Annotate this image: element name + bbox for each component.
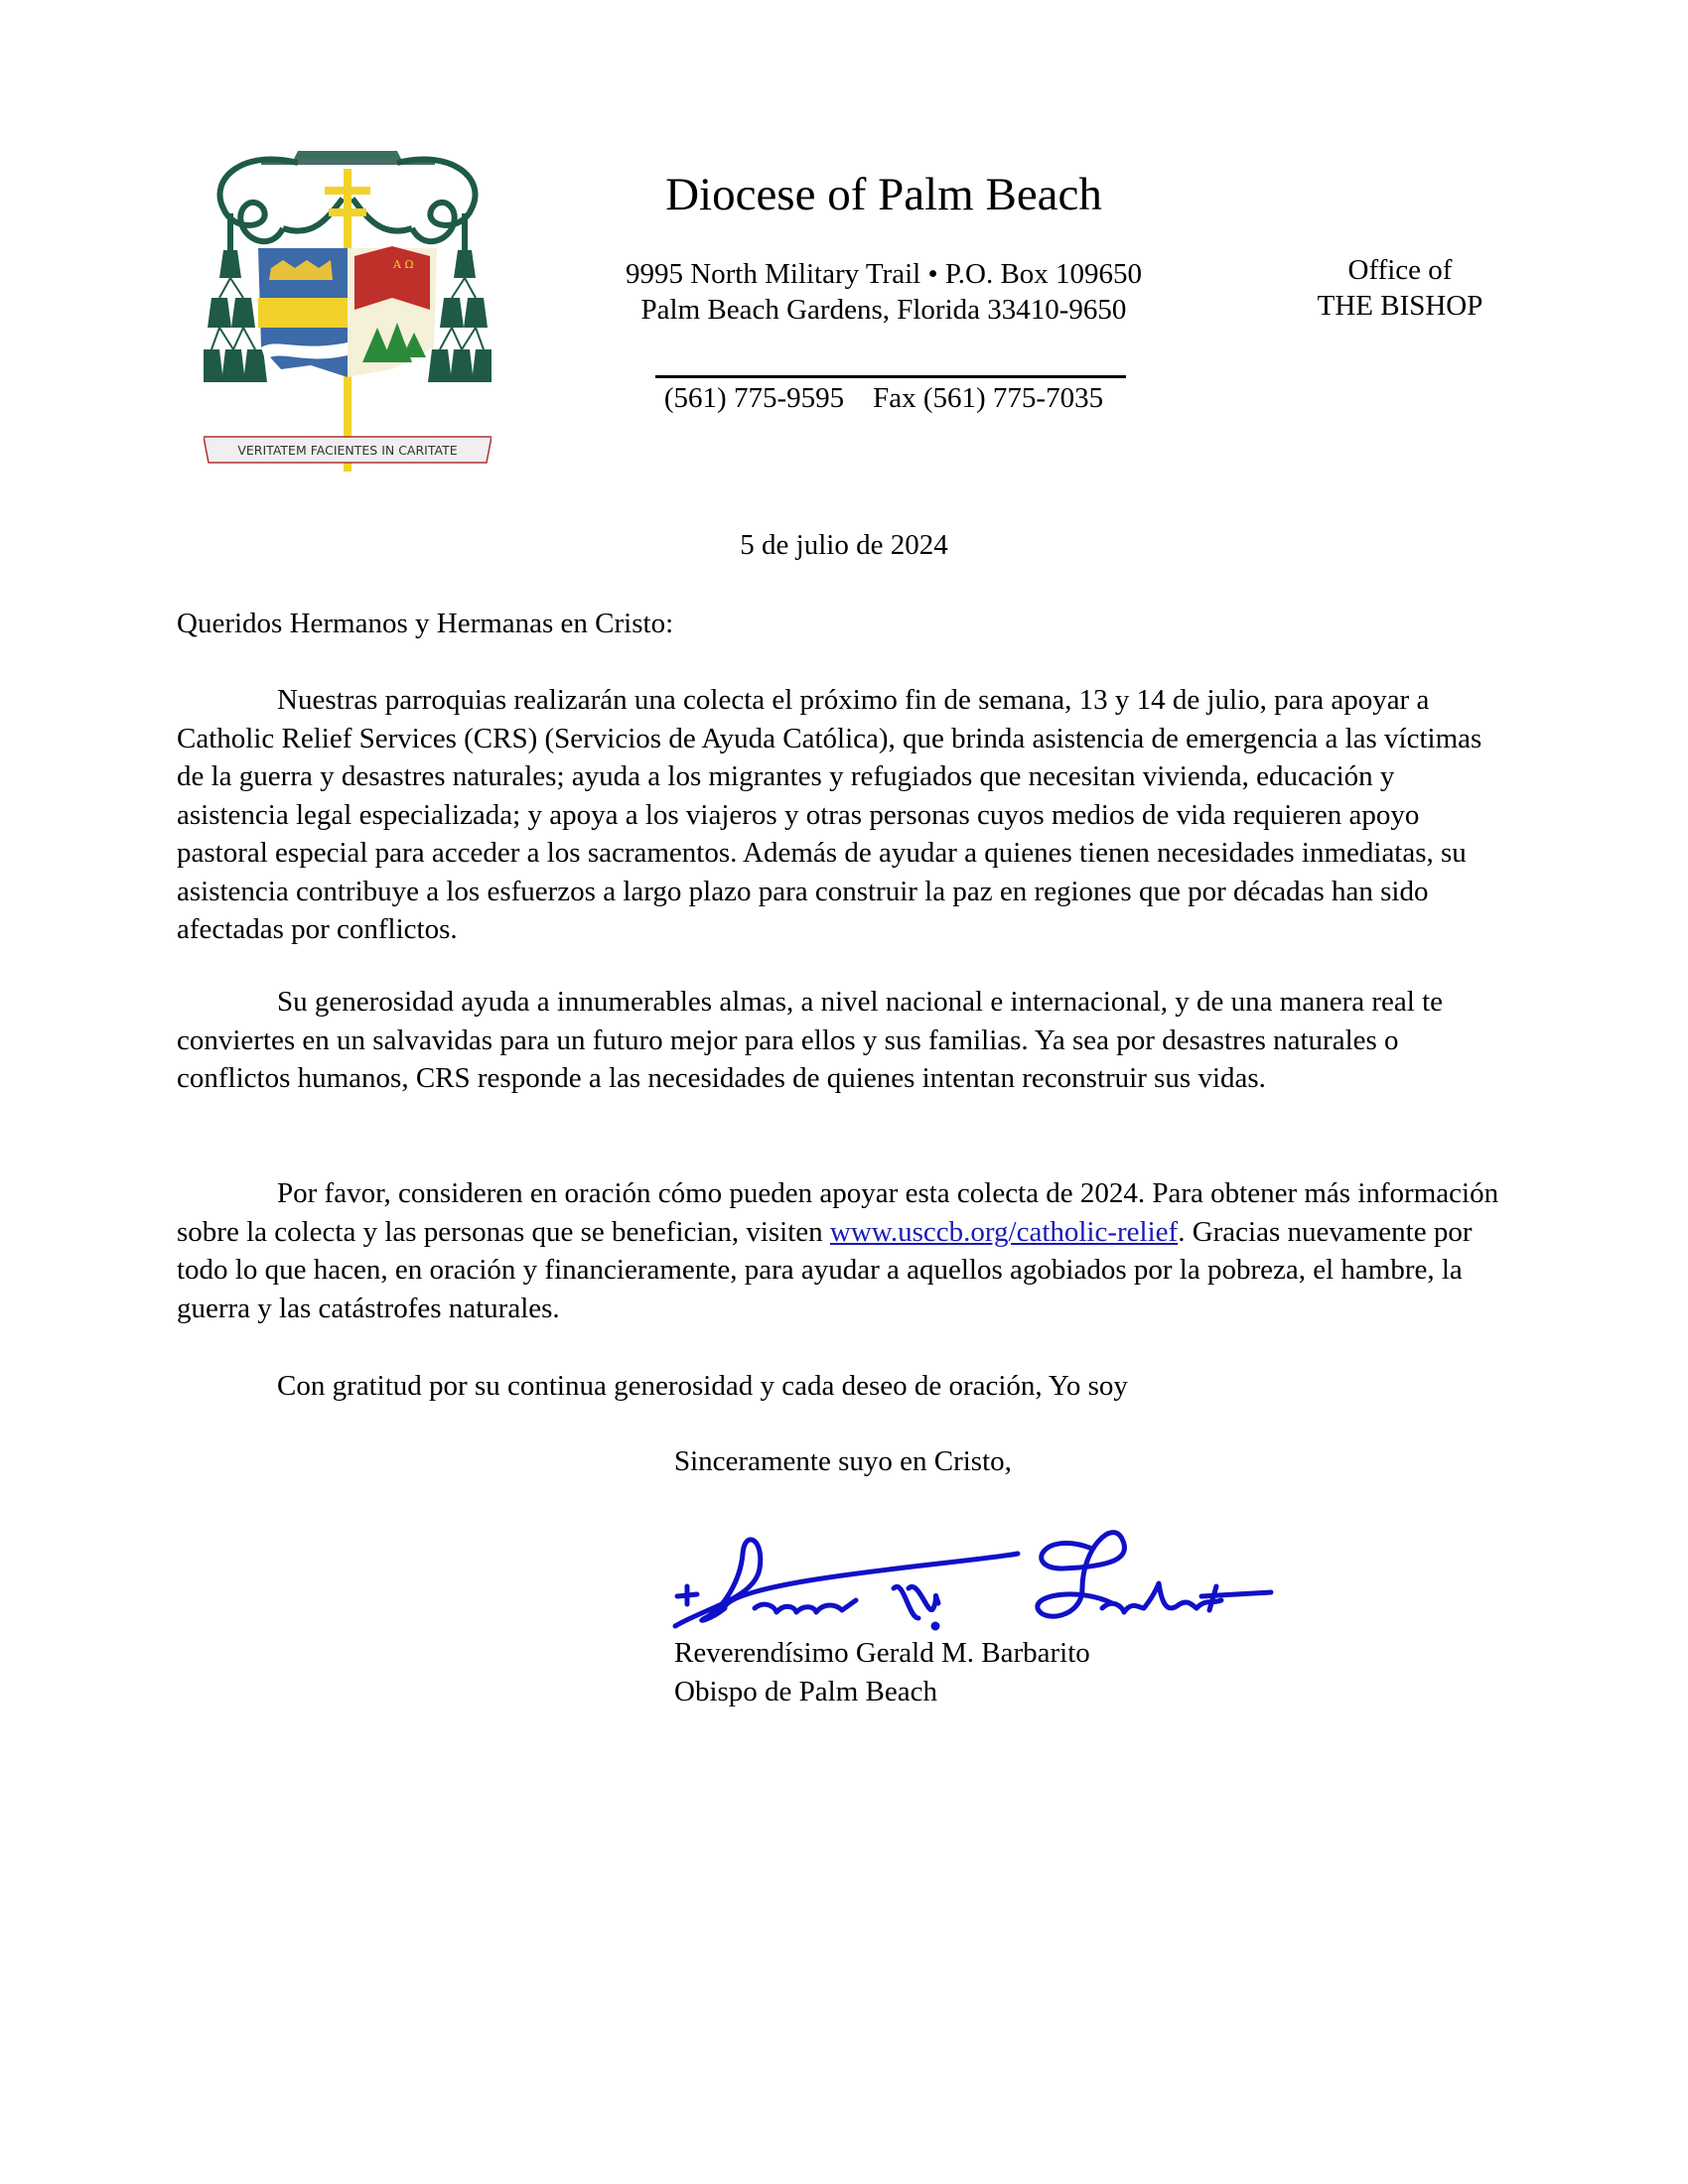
salutation: Queridos Hermanos y Hermanas en Cristo: xyxy=(177,608,674,639)
crs-info-link[interactable]: www.usccb.org/catholic-relief xyxy=(829,1215,1179,1248)
address-line-2: Palm Beach Gardens, Florida 33410-9650 xyxy=(640,294,1127,326)
signer-name: Reverendísimo Gerald M. Barbarito xyxy=(674,1637,1090,1669)
header-divider xyxy=(655,375,1126,378)
closing: Sinceramente suyo en Cristo, xyxy=(674,1445,1012,1477)
crest-motto: VERITATEM FACIENTES IN CARITATE xyxy=(237,443,458,458)
svg-text:A Ω: A Ω xyxy=(393,258,414,271)
office-block xyxy=(1281,252,1519,324)
signer-title: Obispo de Palm Beach xyxy=(674,1675,937,1707)
office-line-1: Office of xyxy=(1347,254,1453,286)
signer-block xyxy=(674,1634,1090,1710)
coat-of-arms xyxy=(204,139,492,481)
signature xyxy=(665,1509,1321,1638)
paragraph-3-text-before: Por favor, consideren en oración cómo pueden apoyar esta colecta de 2024. Para obtener más información sobre la colecta y las personas que se benefician, visiten xyxy=(177,1177,1499,1248)
paragraph-3 xyxy=(177,1174,1507,1327)
paragraph-3-text-after: . Gracias nuevamente por todo lo que hacen, en oración y financieramente, para ayudar a aquellos agobiados por la pobreza, el hambre, la guerra y las catástrofes naturales. xyxy=(177,1215,1473,1324)
address-line-1: 9995 North Military Trail • P.O. Box 109650 xyxy=(625,258,1143,290)
diocese-title: Diocese of Palm Beach xyxy=(665,169,1102,220)
address-block xyxy=(596,256,1172,328)
phone-fax-line: (561) 775-9595 Fax (561) 775-7035 xyxy=(663,382,1104,414)
paragraph-1: Nuestras parroquias realizarán una colecta el próximo fin de semana, 13 y 14 de julio, para apoyar a Catholic Relief Services (CRS) (Servicios de Ayuda Católica), que brinda asistencia de emergencia a las víctimas de la guerra y desastres naturales; ayuda a los migrantes y refugiados que necesitan vivienda, educación y asistencia legal especializada; y apoya a los viajeros y otras personas cuyos medios de vida requieren apoyo pastoral especial para acceder a los sacramentos. Además de ayudar a quienes tienen necesidades inmediatas, su asistencia contribuye a los esfuerzos a largo plazo para construir la paz en regiones que por décadas han sido afectadas por conflictos. xyxy=(177,684,1482,945)
letter-date: 5 de julio de 2024 xyxy=(740,529,948,561)
handwritten-signature-icon xyxy=(665,1509,1321,1638)
bishop-crest-icon xyxy=(204,139,492,481)
paragraph-4: Con gratitud por su continua generosidad y cada deseo de oración, Yo soy xyxy=(277,1370,1128,1402)
paragraph-2: Su generosidad ayuda a innumerables almas, a nivel nacional e internacional, y de una manera real te conviertes en un salvavidas para un futuro mejor para ellos y sus familias. Ya sea por desastres naturales o conflictos humanos, CRS responde a las necesidades de quienes intentan reconstruir sus vidas. xyxy=(177,986,1444,1094)
office-line-2: THE BISHOP xyxy=(1317,290,1483,322)
